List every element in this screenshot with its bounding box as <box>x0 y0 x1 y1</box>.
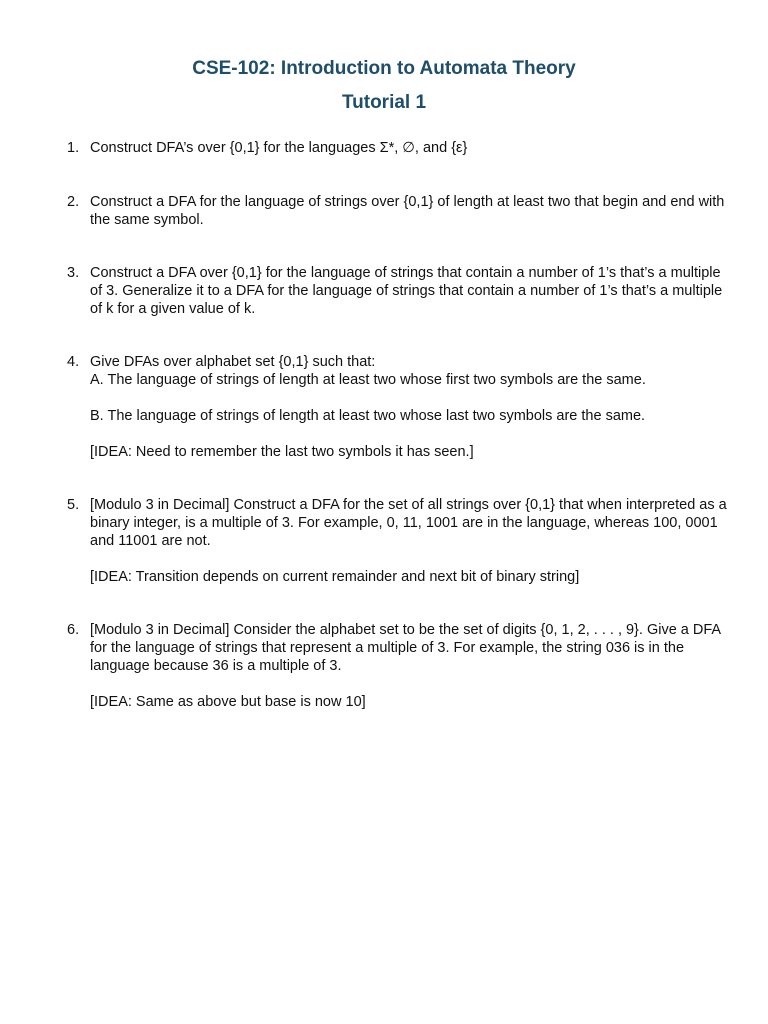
question-part-a: A. The language of strings of length at least two whose first two symbols are the same. <box>90 372 646 388</box>
question-hint: [IDEA: Same as above but base is now 10] <box>90 694 366 710</box>
question-paragraph: [Modulo 3 in Decimal] Consider the alphabet set to be the set of digits {0, 1, 2, . . . , 9}. Give a DFA for the language of strings that represent a multiple of 3. For example, the string 036 is in the language because 36 is a multiple of 3. <box>90 622 721 674</box>
question-text <box>90 353 730 461</box>
question-text <box>90 264 730 318</box>
question-paragraph: Construct DFA’s over {0,1} for the languages Σ*, ∅, and {ε} <box>90 140 468 156</box>
question-paragraph: [Modulo 3 in Decimal] Construct a DFA for the set of all strings over {0,1} that when interpreted as a binary integer, is a multiple of 3. For example, 0, 11, 1001 are in the language, whereas 100, 0001 and 11001 are not. <box>90 497 727 549</box>
question-paragraph: Construct a DFA over {0,1} for the language of strings that contain a number of 1’s that’s a multiple of 3. Generalize it to a DFA for the language of strings that contain a number of 1’s that’s a multiple of k for a given value of k. <box>90 265 723 317</box>
question-hint: [IDEA: Transition depends on current remainder and next bit of binary string] <box>90 569 580 585</box>
question-text <box>90 139 730 157</box>
document-title: CSE-102: Introduction to Automata Theory <box>192 58 576 79</box>
question-part-b: B. The language of strings of length at least two whose last two symbols are the same. <box>90 408 646 424</box>
question-number: 5. <box>67 497 80 513</box>
question-number: 4. <box>67 354 80 370</box>
question-text <box>90 193 730 229</box>
document-subtitle: Tutorial 1 <box>341 92 427 113</box>
question-paragraph: Construct a DFA for the language of strings over {0,1} of length at least two that begin and end with the same symbol. <box>90 194 725 228</box>
question-hint: [IDEA: Need to remember the last two symbols it has seen.] <box>90 444 474 460</box>
question-number: 1. <box>67 140 80 156</box>
question-number: 3. <box>67 265 80 281</box>
question-paragraph: Give DFAs over alphabet set {0,1} such that: <box>90 354 376 370</box>
question-text <box>90 496 730 586</box>
question-text <box>90 621 730 711</box>
question-number: 6. <box>67 622 80 638</box>
question-number: 2. <box>67 194 80 210</box>
